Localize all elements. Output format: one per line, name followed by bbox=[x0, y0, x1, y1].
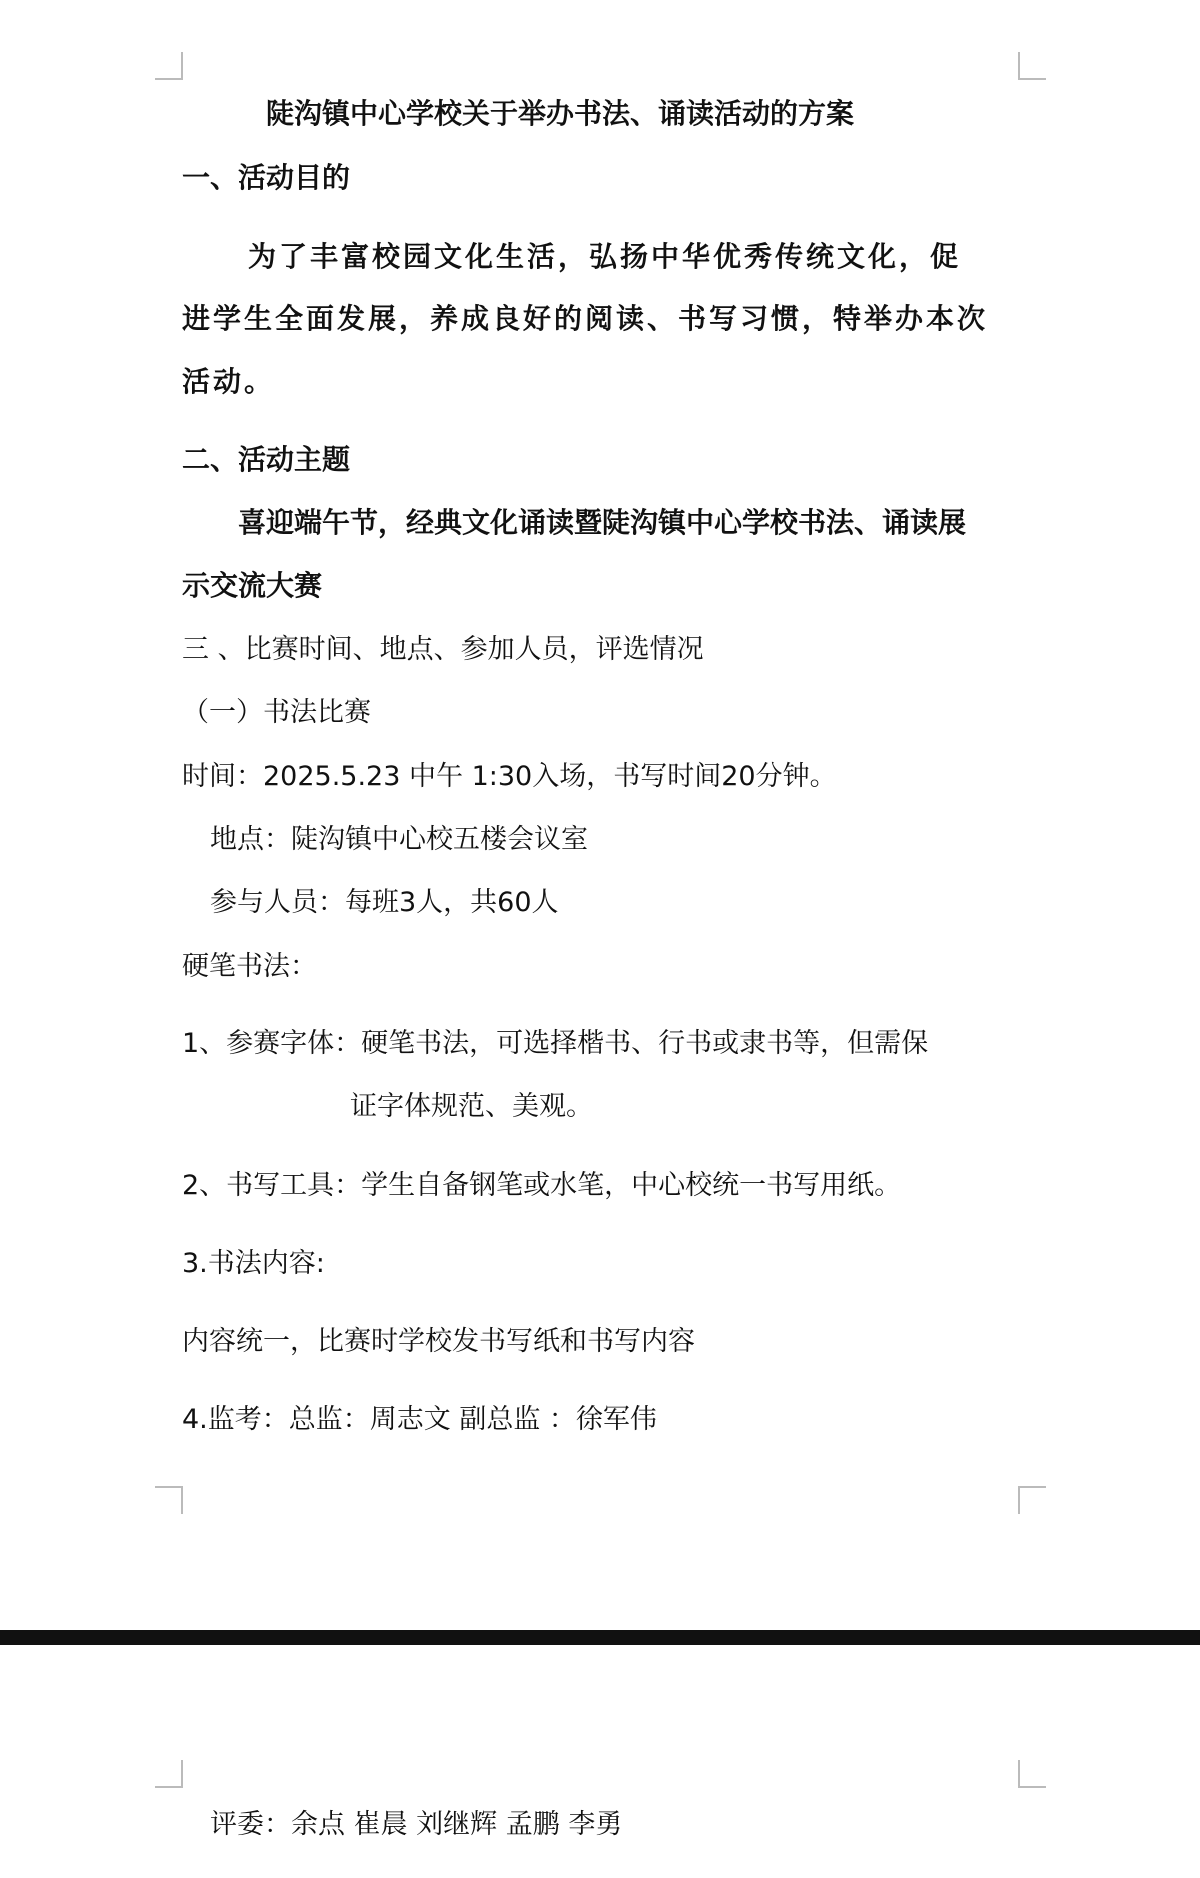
event-location: 地点：陡沟镇中心校五楼会议室 bbox=[210, 824, 588, 855]
page-corner-mark bbox=[1018, 1760, 1046, 1788]
page-corner-mark bbox=[155, 52, 183, 80]
rule-item-1: 1、参赛字体：硬笔书法，可选择楷书、行书或隶书等，但需保 bbox=[182, 1028, 929, 1059]
rule-item-2: 2、书写工具：学生自备钢笔或水笔，中心校统一书写用纸。 bbox=[182, 1170, 902, 1201]
theme-paragraph-line: 喜迎端午节，经典文化诵读暨陡沟镇中心学校书法、诵读展 bbox=[238, 506, 967, 539]
content-description: 内容统一，比赛时学校发书写纸和书写内容 bbox=[182, 1326, 695, 1357]
page-corner-mark bbox=[1018, 1486, 1046, 1514]
hardpen-heading: 硬笔书法： bbox=[182, 951, 317, 982]
page-corner-mark bbox=[155, 1760, 183, 1788]
judges-list: 评委：余点 崔晨 刘继辉 孟鹏 李勇 bbox=[210, 1809, 623, 1840]
theme-paragraph-line: 示交流大赛 bbox=[182, 569, 323, 602]
document-page-2 bbox=[0, 1645, 1200, 1878]
section-heading-purpose: 一、活动目的 bbox=[182, 161, 351, 194]
rule-item-4-proctors: 4.监考：总监：周志文 副总监 ：徐军伟 bbox=[182, 1404, 657, 1435]
section-heading-theme: 二、活动主题 bbox=[182, 443, 351, 476]
purpose-paragraph-line: 活动。 bbox=[182, 365, 276, 398]
purpose-paragraph-line: 为了丰富校园文化生活，弘扬中华优秀传统文化，促 bbox=[248, 240, 962, 273]
subsection-calligraphy: （一）书法比赛 bbox=[182, 697, 371, 728]
rule-item-1-continued: 证字体规范、美观。 bbox=[350, 1091, 593, 1122]
page-divider bbox=[0, 1630, 1200, 1645]
page-corner-mark bbox=[1018, 52, 1046, 80]
event-participants: 参与人员：每班3人，共60人 bbox=[210, 887, 559, 918]
rule-item-3: 3.书法内容: bbox=[182, 1248, 325, 1279]
purpose-paragraph-line: 进学生全面发展，养成良好的阅读、书写习惯，特举办本次 bbox=[182, 302, 989, 335]
section-heading-schedule: 三 、比赛时间、地点、参加人员，评选情况 bbox=[182, 634, 704, 665]
document-title: 陡沟镇中心学校关于举办书法、诵读活动的方案 bbox=[266, 97, 855, 130]
event-time: 时间：2025.5.23 中午 1:30入场，书写时间20分钟。 bbox=[182, 761, 837, 792]
page-corner-mark bbox=[155, 1486, 183, 1514]
